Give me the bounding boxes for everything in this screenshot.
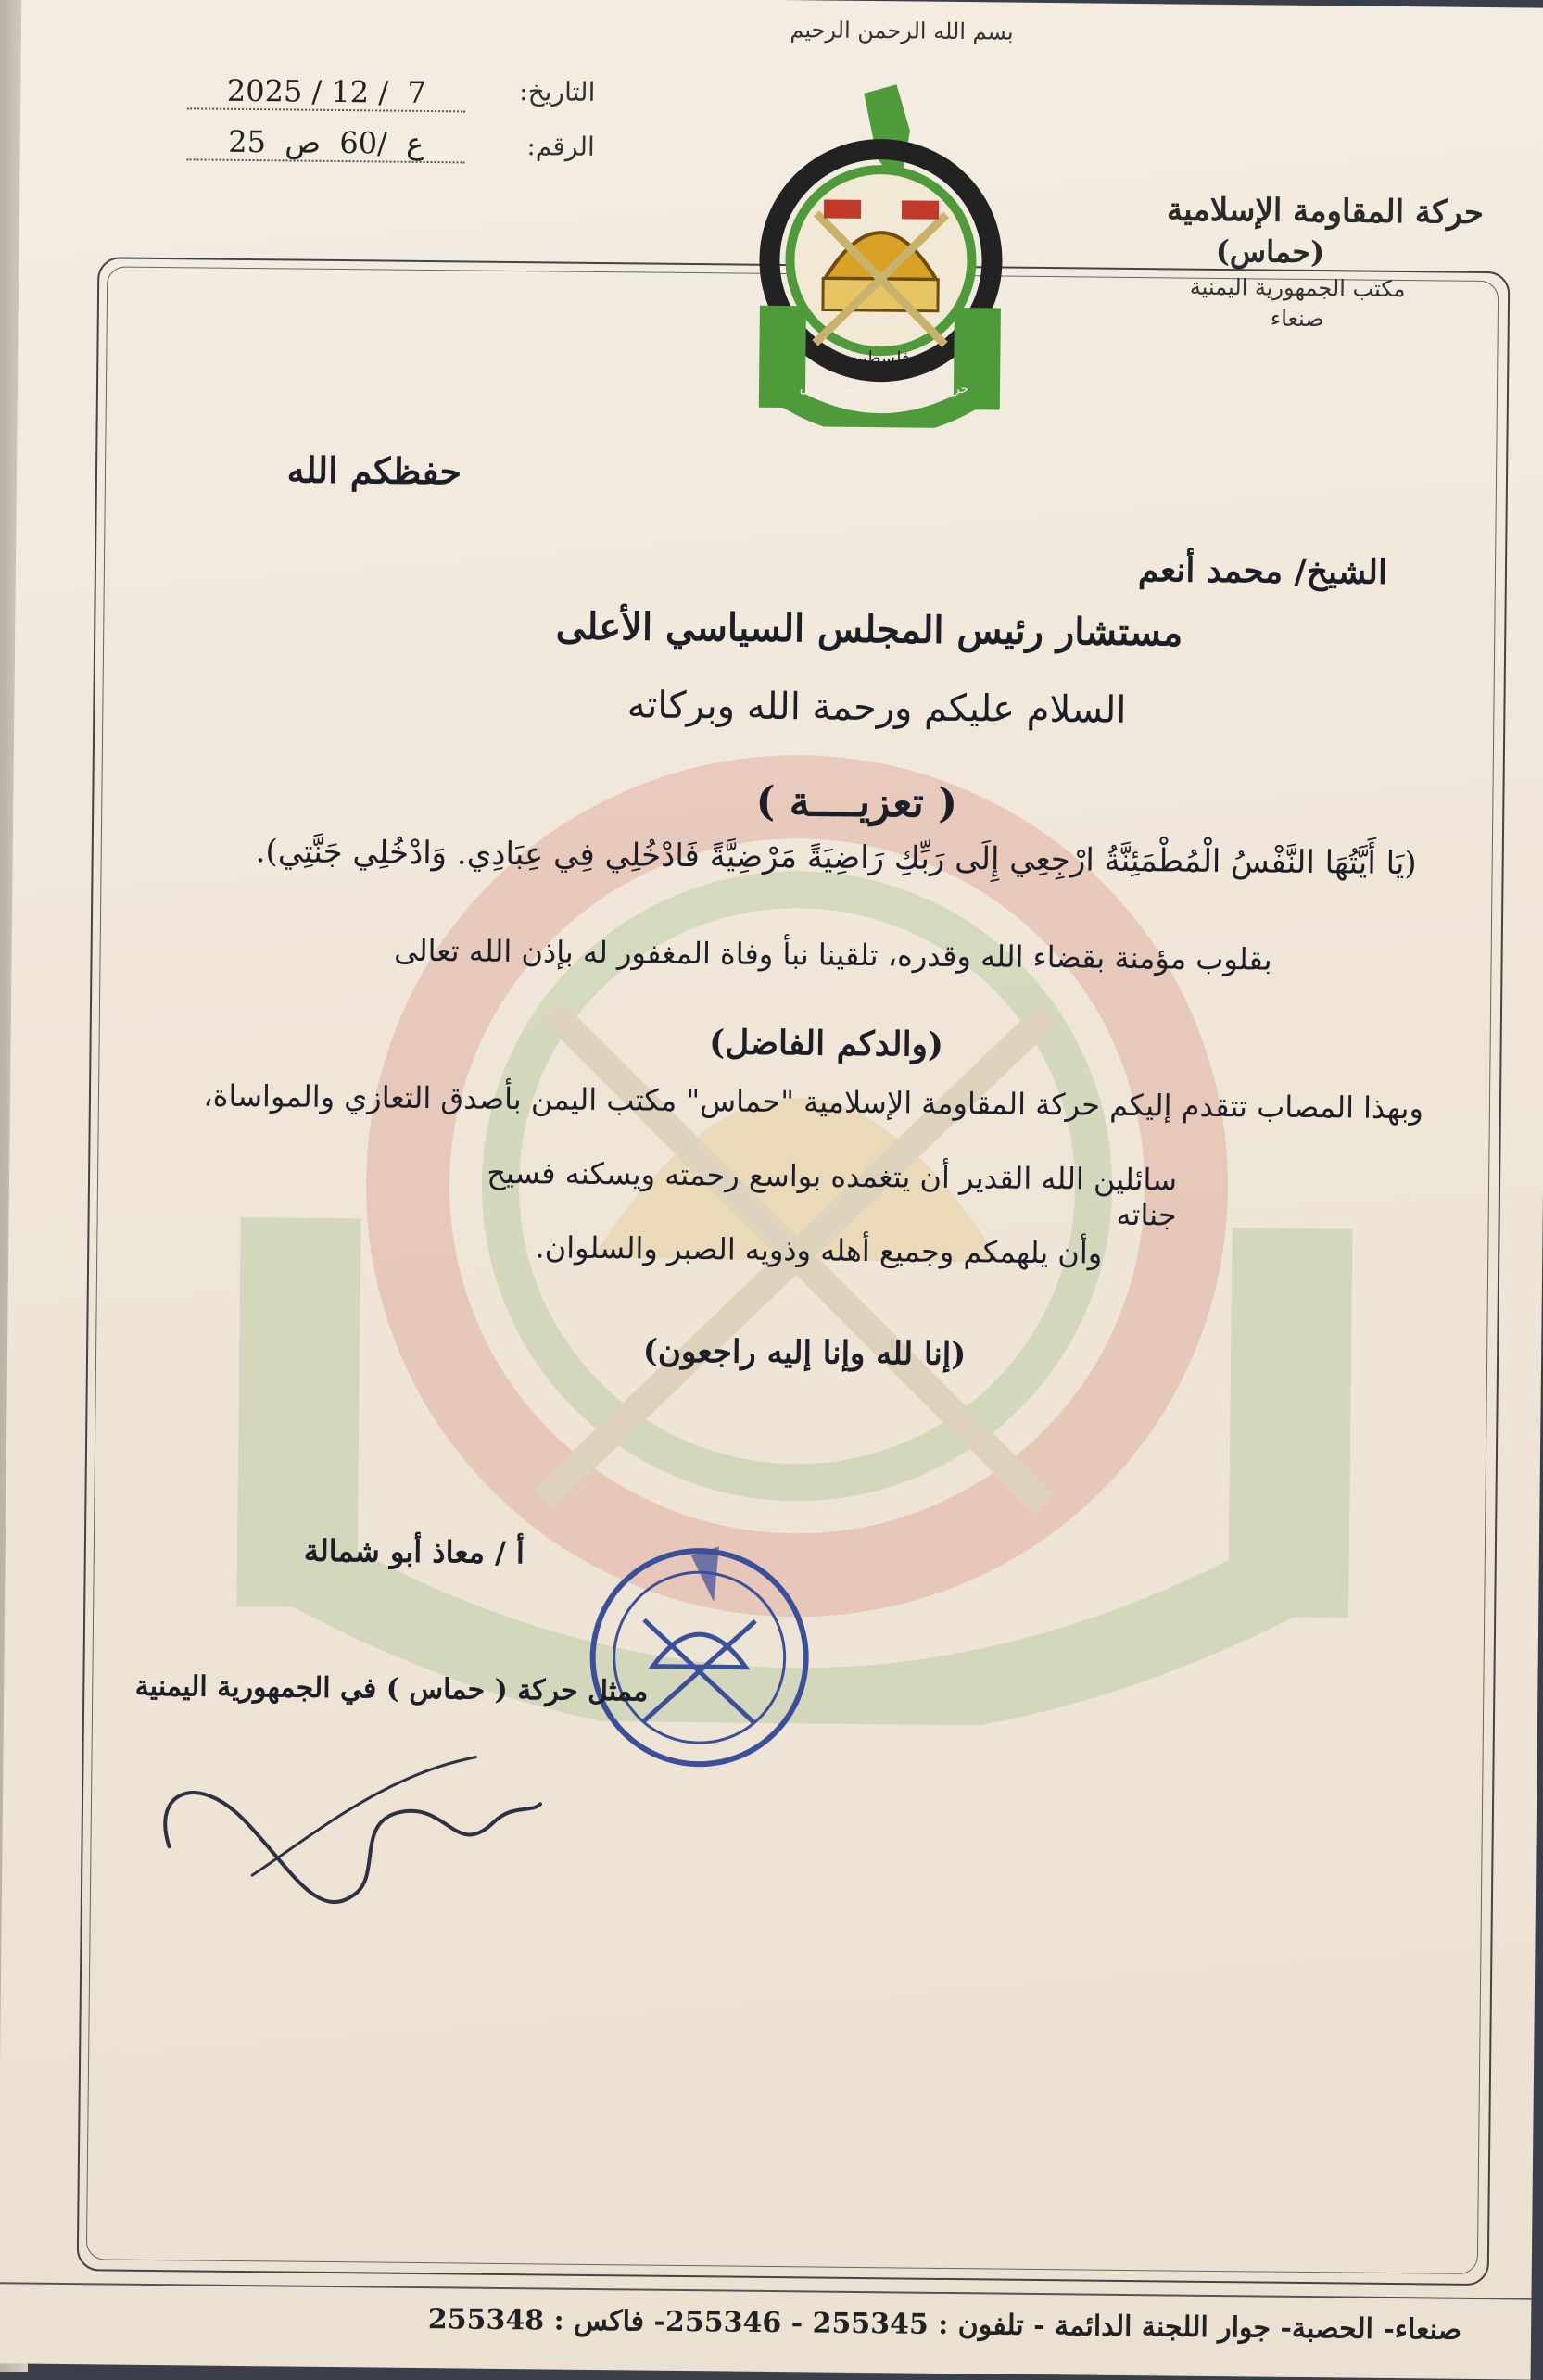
footer-address: صنعاء- الحصبة- جوار اللجنة الدائمة - تلفون : 255345 - 255346- فاكس : 255348: [427, 2303, 1462, 2347]
org-name: حركة المقاومة الإسلامية: [1166, 191, 1485, 232]
closing-verse: (إنا لله وإنا إليه راجعون): [642, 1332, 967, 1374]
blessing: حفظكم الله: [286, 448, 462, 493]
hamas-emblem-icon: [722, 73, 1041, 429]
emblem-caption: فلسطين: [849, 347, 910, 369]
emblem-ring-text: حركة المقاومة الإسلامية حماس: [799, 380, 969, 397]
org-short: (حماس): [1215, 233, 1325, 271]
office-name: مكتب الجمهورية اليمنية: [1189, 273, 1406, 303]
handwritten-signature-icon: [140, 1735, 550, 1944]
date-label: التاريخ:: [519, 76, 596, 107]
greeting: السلام عليكم ورحمة الله وبركاته: [626, 684, 1127, 732]
signatory-name: أ / معاذ أبو شمالة: [303, 1532, 525, 1571]
office-city: صنعاء: [1270, 305, 1324, 333]
ref-value: 25 ع /60 ص: [187, 123, 465, 163]
footer-bar: [0, 2271, 1532, 2379]
deceased-mention: (والدكم الفاضل): [708, 1023, 944, 1064]
body-line-4: وأن يلهمكم وجميع أهله وذويه الصبر والسلوان.: [535, 1229, 1103, 1271]
body-line-3: سائلين الله القدير أن يتغمده بواسع رحمته ويسكنه فسيح جناته: [487, 1154, 1178, 1233]
official-stamp-icon: [577, 1536, 821, 1780]
date-value: 2025 / 12 / 7: [187, 72, 465, 112]
quran-verse: (يَا أَيَّتُهَا النَّفْسُ الْمُطْمَئِنَّةُ ارْجِعِي إِلَى رَبِّكِ رَاضِيَةً مَرْضِيَّةً فَادْخُلِي فِي عِبَادِي. وَادْخُلِي جَنَّتِي).: [255, 833, 1417, 883]
signatory-role: ممثل حركة ( حماس ) في الجمهورية اليمنية: [134, 1669, 649, 1708]
body-line-2: وبهذا المصاب تتقدم إليكم حركة المقاومة الإسلامية "حماس" مكتب اليمن بأصدق التعازي والمواساة،: [203, 1077, 1424, 1127]
letter-subject: ( تعزيــــة ): [755, 777, 958, 828]
ref-row: [187, 123, 595, 165]
date-row: [187, 72, 595, 114]
body-line-1: بقلوب مؤمنة بقضاء الله وقدره، تلقينا نبأ وفاة المغفور له بإذن الله تعالى: [393, 932, 1272, 977]
ref-label: الرقم:: [526, 131, 595, 162]
org-header: [1112, 189, 1485, 335]
basmala: بسم الله الرحمن الرحيم: [790, 17, 1014, 45]
recipient-title: مستشار رئيس المجلس السياسي الأعلى: [555, 604, 1183, 655]
recipient-name: الشيخ/ محمد أنعم: [1137, 550, 1388, 592]
